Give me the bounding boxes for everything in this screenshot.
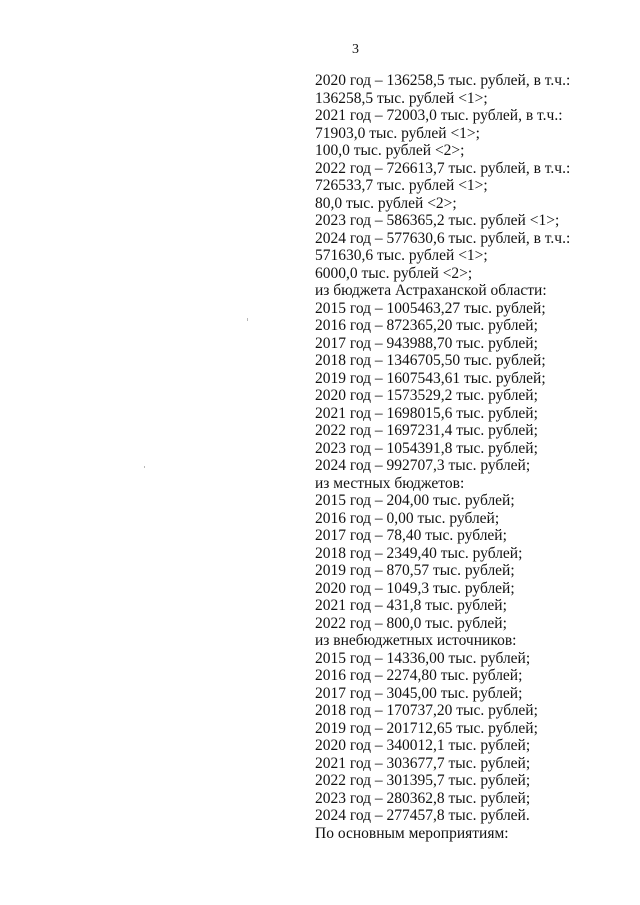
text-line: 2022 год – 301395,7 тыс. рублей; xyxy=(315,772,531,789)
text-line: 2020 год – 1049,3 тыс. рублей; xyxy=(315,579,515,597)
text-line: 2018 год – 1346705,50 тыс. рублей; xyxy=(315,352,546,369)
text-line: 2017 год – 3045,00 тыс. рублей; xyxy=(315,684,523,702)
text-line: 2024 год – 277457,8 тыс. рублей. xyxy=(315,807,530,824)
text-line: из внебюджетных источников: xyxy=(315,632,517,649)
text-line: 2023 год – 586365,2 тыс. рублей <1>; xyxy=(315,212,560,229)
text-line: 100,0 тыс. рублей <2>; xyxy=(315,142,465,159)
text-line: 71903,0 тыс. рублей <1>; xyxy=(315,124,480,142)
text-line: 2023 год – 1054391,8 тыс. рублей; xyxy=(315,439,538,457)
text-line: 136258,5 тыс. рублей <1>; xyxy=(315,89,488,107)
text-line: 2021 год – 431,8 тыс. рублей; xyxy=(315,597,507,614)
text-line: 2015 год – 14336,00 тыс. рублей; xyxy=(315,649,531,667)
text-line: 2015 год – 1005463,27 тыс. рублей; xyxy=(315,299,546,317)
text-line: 2022 год – 726613,7 тыс. рублей, в т.ч.: xyxy=(315,159,571,177)
text-line: 2016 год – 2274,80 тыс. рублей; xyxy=(315,667,523,684)
text-line: 2023 год – 280362,8 тыс. рублей; xyxy=(315,789,531,807)
text-line: 2021 год – 1698015,6 тыс. рублей; xyxy=(315,404,538,422)
text-line: 2020 год – 1573529,2 тыс. рублей; xyxy=(315,387,538,404)
text-line: 2021 год – 72003,0 тыс. рублей, в т.ч.: xyxy=(315,107,563,124)
text-line: 2017 год – 943988,70 тыс. рублей; xyxy=(315,334,538,352)
page-number: 3 xyxy=(352,42,359,57)
text-line: 80,0 тыс. рублей <2>; xyxy=(315,194,457,212)
text-line: 2016 год – 0,00 тыс. рублей; xyxy=(315,509,500,527)
text-line: 2021 год – 303677,7 тыс. рублей; xyxy=(315,754,531,772)
text-line: 2019 год – 201712,65 тыс. рублей; xyxy=(315,719,538,737)
text-line: 726533,7 тыс. рублей <1>; xyxy=(315,177,488,194)
text-line: 571630,6 тыс. рублей <1>; xyxy=(315,247,488,264)
scan-artifact xyxy=(247,318,248,321)
text-line: 2020 год – 340012,1 тыс. рублей; xyxy=(315,737,531,754)
scan-artifact xyxy=(144,466,145,468)
text-line: 6000,0 тыс. рублей <2>; xyxy=(315,264,473,282)
text-line: 2016 год – 872365,20 тыс. рублей; xyxy=(315,317,538,334)
text-line: 2015 год – 204,00 тыс. рублей; xyxy=(315,492,515,509)
text-line: 2022 год – 1697231,4 тыс. рублей; xyxy=(315,422,538,439)
text-line: 2020 год – 136258,5 тыс. рублей, в т.ч.: xyxy=(315,72,571,89)
text-line: 2022 год – 800,0 тыс. рублей; xyxy=(315,614,507,632)
text-line: 2019 год – 1607543,61 тыс. рублей; xyxy=(315,369,546,387)
text-line: из местных бюджетов: xyxy=(315,474,465,492)
text-line: 2018 год – 2349,40 тыс. рублей; xyxy=(315,544,523,562)
text-line: из бюджета Астраханской области: xyxy=(315,282,547,299)
text-line: 2019 год – 870,57 тыс. рублей; xyxy=(315,562,515,579)
text-line: 2018 год – 170737,20 тыс. рублей; xyxy=(315,702,538,719)
text-line: 2024 год – 577630,6 тыс. рублей, в т.ч.: xyxy=(315,229,571,247)
funding-text-block xyxy=(315,72,615,842)
text-line: 2017 год – 78,40 тыс. рублей; xyxy=(315,527,507,544)
text-line: По основным мероприятиям: xyxy=(315,824,509,842)
text-line: 2024 год – 992707,3 тыс. рублей; xyxy=(315,457,531,474)
